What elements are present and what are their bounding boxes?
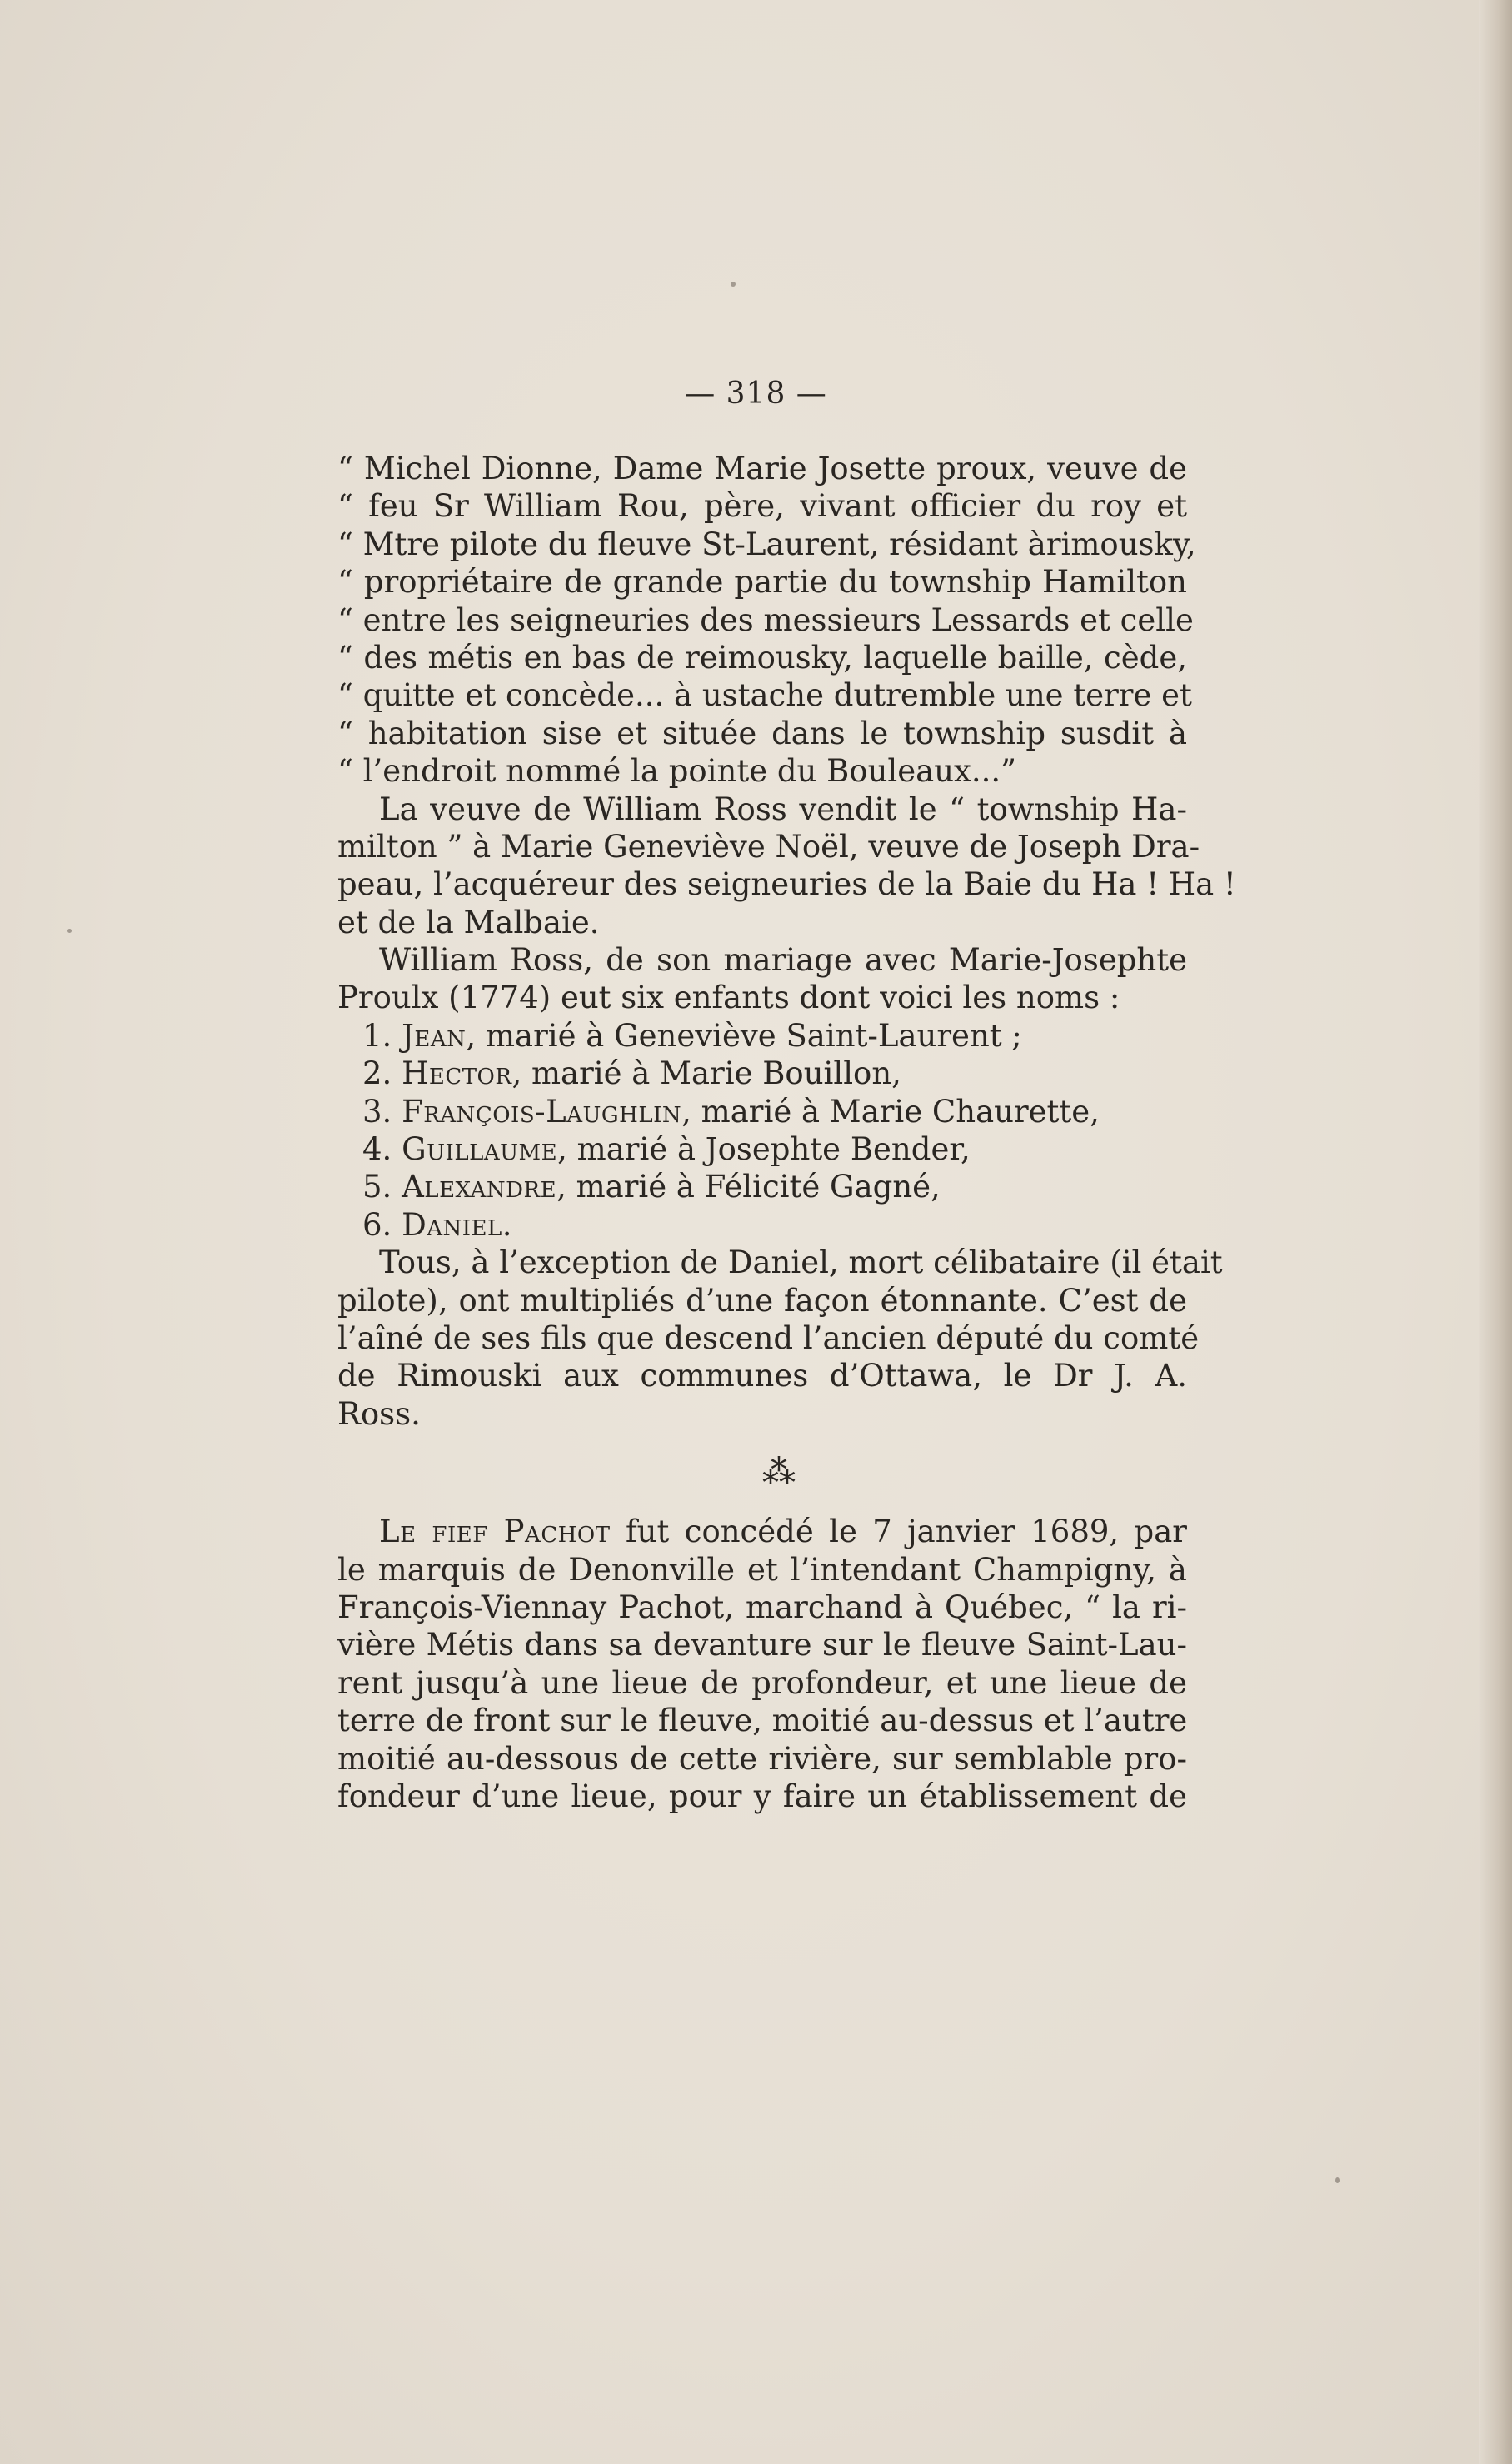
child-detail: , marié à Marie Bouillon,: [511, 1055, 901, 1092]
text-line: fondeur d’une lieue, pour y faire un établissement de: [337, 1778, 1187, 1814]
list-item: [337, 1017, 1187, 1055]
list-item: [337, 1055, 1187, 1092]
text-span: fut concédé le 7 janvier 1689, par: [610, 1514, 1187, 1550]
child-name: Jean: [402, 1017, 467, 1054]
child-name: François-Laughlin: [402, 1093, 682, 1130]
text-line: William Ross, de son mariage avec Marie-Josephte: [379, 942, 1187, 979]
text-line: “ des métis en bas de reimousky, laquelle baille, cède,: [337, 639, 1187, 676]
text-line: François-Viennay Pachot, marchand à Québec, “ la ri-: [337, 1589, 1187, 1625]
text-line: La veuve de William Ross vendit le “ township Ha-: [379, 791, 1187, 827]
child-name: Daniel: [402, 1206, 502, 1243]
text-line: l’aîné de ses fils que descend l’ancien député du comté: [337, 1319, 1200, 1356]
text-line: de Rimouski aux communes d’Ottawa, le Dr J. A.: [337, 1358, 1187, 1394]
list-number: 4.: [362, 1131, 392, 1168]
text-line: Tous, à l’exception de Daniel, mort célibataire (il était: [379, 1244, 1223, 1281]
list-item: [337, 1168, 1187, 1205]
paper-speck: [1335, 2177, 1340, 2183]
list-number: 5.: [362, 1169, 392, 1205]
child-detail: , marié à Josephte Bender,: [557, 1131, 971, 1168]
text-line: Proulx (1774) eut six enfants dont voici les noms :: [337, 980, 1120, 1016]
text-line: terre de front sur le fleuve, moitié au-dessus et l’autre: [337, 1703, 1188, 1739]
text-line: moitié au-dessous de cette rivière, sur semblable pro-: [337, 1740, 1187, 1777]
list-item: [337, 1130, 1187, 1168]
list-number: 3.: [362, 1093, 392, 1130]
text-line: et de la Malbaie.: [337, 904, 600, 940]
text-line: vière Métis dans sa devanture sur le fleuve Saint-Lau-: [337, 1627, 1187, 1663]
paper-speck: [731, 282, 736, 287]
text-line: peau, l’acquéreur des seigneuries de la Baie du Ha ! Ha !: [337, 866, 1236, 903]
child-detail: , marié à Félicité Gagné,: [556, 1169, 941, 1205]
page-body: [337, 450, 1236, 1815]
text-line: “ Mtre pilote du fleuve St-Laurent, résidant àrimousky,: [337, 526, 1196, 562]
text-line: le marquis de Denonville et l’intendant Champigny, à: [337, 1551, 1187, 1588]
child-detail: , marié à Geneviève Saint-Laurent ;: [466, 1017, 1022, 1054]
text-line: Ross.: [337, 1395, 421, 1432]
text-line: “ propriétaire de grande partie du township Hamilton: [337, 564, 1187, 601]
children-list: [337, 1017, 1187, 1244]
quoted-deed: [337, 450, 1196, 791]
text-line: “ Michel Dionne, Dame Marie Josette proux, veuve de: [337, 451, 1187, 486]
list-item: [337, 1093, 1187, 1130]
text-line: pilote), ont multipliés d’une façon étonnante. C’est de: [337, 1282, 1187, 1319]
page-number: — 318 —: [685, 377, 827, 411]
list-number: 2.: [362, 1055, 392, 1092]
child-detail: , marié à Marie Chaurette,: [681, 1093, 1100, 1130]
text-line: “ quitte et concède... à ustache dutremble une terre et: [337, 677, 1192, 714]
child-detail: .: [502, 1206, 512, 1243]
text-line: [337, 1513, 1187, 1550]
paragraph-children-intro: [337, 941, 1187, 1017]
section-lead: Le fief Pachot: [379, 1514, 611, 1550]
paragraph-fief-pachot: [337, 1513, 1187, 1815]
page-edge-shadow: [1479, 0, 1512, 2464]
child-name: Guillaume: [402, 1131, 558, 1168]
text-line: “ habitation sise et située dans le township susdit à: [337, 715, 1187, 751]
section-asterism: ⁂: [762, 1454, 796, 1493]
paragraph-sale: [337, 791, 1236, 942]
text-line: milton ” à Marie Geneviève Noël, veuve de Joseph Dra-: [337, 828, 1200, 865]
list-number: 6.: [362, 1206, 392, 1243]
text-line: “ l’endroit nommé la pointe du Bouleaux...”: [337, 753, 1017, 790]
paper-speck: [67, 929, 72, 933]
text-line: “ feu Sr William Rou, père, vivant officier du roy et: [337, 488, 1187, 525]
text-line: “ entre les seigneuries des messieurs Lessards et celle: [337, 601, 1194, 638]
child-name: Alexandre: [402, 1169, 557, 1205]
child-name: Hector: [402, 1055, 512, 1092]
list-number: 1.: [362, 1017, 392, 1054]
text-line: rent jusqu’à une lieue de profondeur, et une lieue de: [337, 1664, 1187, 1701]
list-item: [337, 1206, 1187, 1244]
paragraph-descendants: [337, 1244, 1223, 1433]
